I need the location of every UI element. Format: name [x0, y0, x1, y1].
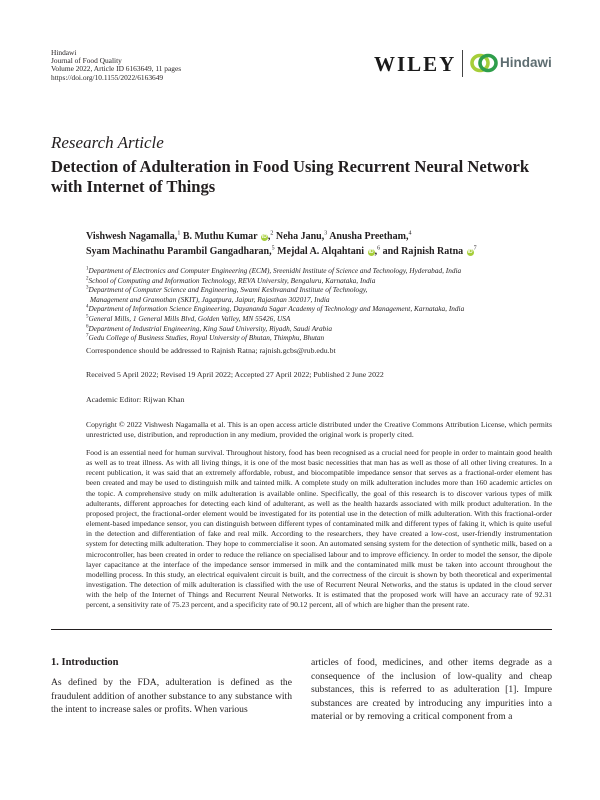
- journal-name: Journal of Food Quality: [51, 56, 122, 66]
- affiliation-item: $^7$Gedu College of Business Studies, Royal University of Bhutan, Thimphu, Bhutan: [86, 333, 325, 343]
- author-5: Syam Machinathu Parambil Gangadharan,$^5$: [86, 245, 275, 257]
- author-7: and Rajnish Ratna $iD^7$: [382, 245, 477, 257]
- affiliation-item: $^6$Department of Industrial Engineering, King Saud University, Riyadh, Saudi Arabia: [86, 323, 332, 333]
- section-divider: [51, 629, 552, 630]
- author-1: Vishwesh Nagamalla,$^1$: [86, 230, 181, 242]
- article-type: Research Article: [51, 133, 164, 152]
- affiliation-item: $^2$School of Computing and Information Technology, REVA University, Bengaluru, Karnataka, India: [86, 275, 376, 285]
- orcid-icon[interactable]: iD: [467, 249, 473, 255]
- journal-info: [51, 49, 181, 82]
- orcid-icon[interactable]: iD: [368, 249, 374, 255]
- section-heading: 1. Introduction: [51, 657, 119, 668]
- author-6: Mejdal A. Alqahtani iD,$^6$: [277, 245, 381, 257]
- body-column-right: [311, 656, 552, 724]
- copyright-notice: Copyright © 2022 Vishwesh Nagamalla et al. This is an open access article distributed under the Creative Commons Attribution License, which permits unrestricted use, distribution, and reproduction in any medium, provided the original work is properly cited.: [86, 420, 552, 440]
- body-column-left: [51, 657, 292, 717]
- orcid-icon[interactable]: iD: [261, 234, 267, 240]
- article-title: Detection of Adulteration in Food Using Recurrent Neural Network with Internet of Things: [51, 157, 530, 196]
- author-list: [86, 229, 556, 259]
- affiliation-item: $^3$Department of Computer Science and Engineering, Swami Keshvanand Institute of Technology,: [86, 285, 368, 295]
- author-3: Neha Janu,$^3$: [275, 230, 328, 242]
- affiliation-item: Management and Gramothan (SKIT), Jagatpura, Jaipur, Rajasthan 302017, India: [90, 294, 330, 304]
- publication-dates: Received 5 April 2022; Revised 19 April 2022; Accepted 27 April 2022; Published 2 June 2022: [86, 370, 384, 379]
- publisher-logos: [374, 50, 554, 78]
- hindawi-rings-icon: [470, 52, 498, 74]
- abstract-text: Food is an essential need for human survival. Throughout history, food has been recognised as a crucial need for people in order to maintain good health as well as to treat illness. As with all living things, it is one of the most basic necessities that man has as well as those of all other living creatures. In a recent publication, it was said that an extremely affordable, robust, and biocompatible impedance sensor that serves as a fractional-order element has been created and may be used to distinguish milk and tainted milk. A complete study on milk adulteration includes more than 160 academic articles on the topic. A comprehensive study on milk adulteration is available online. Specifically, the goal of this research is to discover various types of milk adulterants, different approaches for detecting each kind of adulterant, as well as the health hazards associated with milk product adulteration. In the proposed project, the fractional-order element would be investigated for its potential use in the detection of milk adulteration. With this fractional-order element-based impedance sensor, you can distinguish between different types of contaminated milk and different types of faking it, which is quite useful in the detection and differentiation of fake and real milk. According to the researchers, they have created a low-cost, user-friendly instrumentation system for detecting milk adulteration. They hope to commercialise it soon. An automated sensing system for the detection of synthetic milk, based on a microcontroller, has been created in order to reduce the reliance on specialised labour and to improve efficiency. In order to model the sensor, the dipole layer capacitance at the interface of the impedance sensor immersed in milk and the contaminated milk must be taken into account throughout the modelling process. In this study, an electrical equivalent circuit is built, and the correctness of the circuit is shown by both theoretical and experimental investigation. The detection of milk adulteration is classified with the use of Recurrent Neural Networks, and the status is updated in the cloud server with the help of the Internet of Things and Recurrent Neural Networks. It is estimated that the proposed work will have an accuracy rate of 92.31 percent, a sensitivity rate of 75.23 percent, and a specificity rate of 90.12 percent, all of which are higher than the present rate.: [86, 448, 552, 610]
- author-4: Anusha Preetham,$^4$: [329, 230, 412, 242]
- journal-volume: Volume 2022, Article ID 6163649, 11 pages: [51, 64, 182, 74]
- hindawi-logo-text: Hindawi: [500, 55, 552, 70]
- intro-paragraph-left: As defined by the FDA, adulteration is defined as the fraudulent addition of another substance to any substance with the intent to increase sales or profits. When various: [51, 677, 292, 715]
- affiliation-item: $^5$General Mills, 1 General Mills Blvd, Golden Valley, MN 55426, USA: [86, 313, 291, 323]
- wiley-logo: WILEY: [374, 52, 457, 76]
- logo-divider: [462, 50, 463, 77]
- affiliation-list: [86, 266, 566, 343]
- intro-paragraph-right: articles of food, medicines, and other items degrade as a consequence of the inclusion of low-quality and cheap substances, this is referred to as adulteration [1]. Impure substances are created by introducing any impurities into a material or by removing a critical component from a: [311, 657, 552, 722]
- journal-publisher: Hindawi: [51, 48, 77, 57]
- journal-doi[interactable]: https://doi.org/10.1155/2022/6163649: [51, 72, 164, 82]
- affiliation-item: $^4$Department of Information Science Engineering, Dayananda Sagar Academy of Technology and Management, Karnataka, India: [86, 304, 465, 314]
- affiliation-item: $^1$Department of Electronics and Computer Engineering (ECM), Sreenidhi Institute of Science and Technology, Hyderabad, India: [86, 266, 462, 275]
- academic-editor: Academic Editor: Rijwan Khan: [86, 395, 185, 404]
- author-2: B. Muthu Kumar iD,$^2$: [182, 230, 274, 242]
- correspondence-line: Correspondence should be addressed to Rajnish Ratna; rajnish.gcbs@rub.edu.bt: [86, 346, 336, 355]
